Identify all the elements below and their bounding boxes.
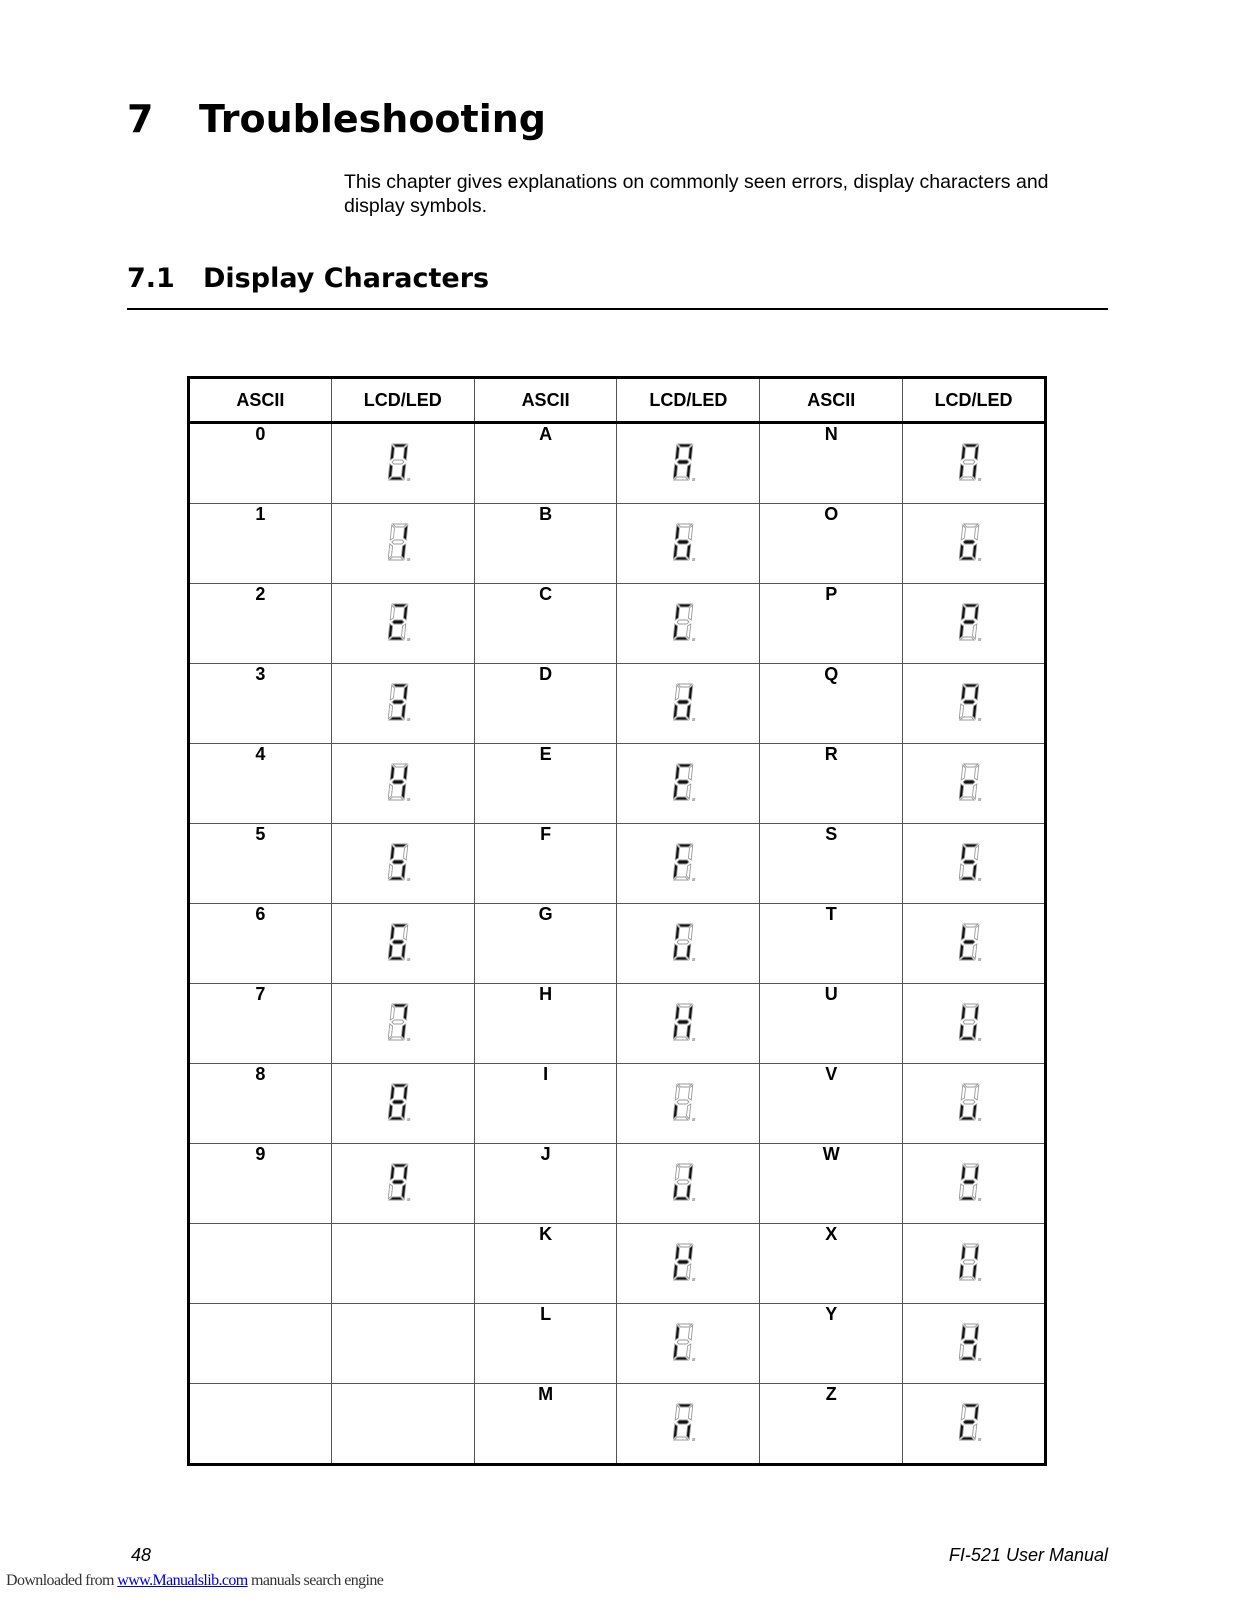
ascii-cell: 0 — [189, 423, 332, 504]
lcd-cell — [331, 1384, 474, 1465]
table-row — [189, 1144, 1046, 1224]
ascii-cell: E — [474, 744, 617, 824]
ascii-cell: D — [474, 664, 617, 744]
lcd-cell — [617, 1064, 760, 1144]
table-row — [189, 744, 1046, 824]
lcd-cell — [331, 584, 474, 664]
lcd-cell — [617, 824, 760, 904]
section-title: Display Characters — [203, 263, 490, 294]
display-characters-table — [187, 376, 1047, 1466]
ascii-cell: M — [474, 1384, 617, 1465]
chapter-title: Troubleshooting — [199, 97, 546, 141]
ascii-cell: H — [474, 984, 617, 1064]
lcd-cell — [903, 1064, 1046, 1144]
ascii-cell — [189, 1384, 332, 1465]
lcd-cell — [903, 1144, 1046, 1224]
ascii-cell: Q — [760, 664, 903, 744]
ascii-cell: 7 — [189, 984, 332, 1064]
header-lcd-1: LCD/LED — [331, 378, 474, 423]
ascii-cell: N — [760, 423, 903, 504]
lcd-cell — [331, 1304, 474, 1384]
page-number: 48 — [131, 1545, 152, 1565]
ascii-cell: 3 — [189, 664, 332, 744]
ascii-cell: K — [474, 1224, 617, 1304]
lcd-cell — [903, 584, 1046, 664]
table-header-row — [189, 378, 1046, 423]
lcd-cell — [903, 904, 1046, 984]
lcd-cell — [617, 744, 760, 824]
table-row — [189, 504, 1046, 584]
table-row — [189, 984, 1046, 1064]
download-suffix: manuals search engine — [247, 1572, 384, 1589]
ascii-cell: I — [474, 1064, 617, 1144]
ascii-cell: 8 — [189, 1064, 332, 1144]
lcd-cell — [617, 423, 760, 504]
ascii-cell — [189, 1304, 332, 1384]
ascii-cell: 4 — [189, 744, 332, 824]
table-row — [189, 1224, 1046, 1304]
lcd-cell — [617, 664, 760, 744]
header-ascii-3: ASCII — [760, 378, 903, 423]
ascii-cell: W — [760, 1144, 903, 1224]
lcd-cell — [903, 664, 1046, 744]
lcd-cell — [331, 664, 474, 744]
lcd-cell — [903, 824, 1046, 904]
table-row — [189, 1304, 1046, 1384]
ascii-cell: 2 — [189, 584, 332, 664]
lcd-cell — [331, 1064, 474, 1144]
header-ascii-2: ASCII — [474, 378, 617, 423]
ascii-cell: A — [474, 423, 617, 504]
lcd-cell — [617, 1384, 760, 1465]
ascii-cell: 1 — [189, 504, 332, 584]
ascii-cell: Z — [760, 1384, 903, 1465]
lcd-cell — [903, 984, 1046, 1064]
lcd-cell — [617, 584, 760, 664]
header-ascii-1: ASCII — [189, 378, 332, 423]
download-notice — [6, 1572, 383, 1590]
lcd-cell — [903, 744, 1046, 824]
lcd-cell — [331, 504, 474, 584]
lcd-cell — [331, 984, 474, 1064]
lcd-cell — [617, 984, 760, 1064]
ascii-cell: C — [474, 584, 617, 664]
ascii-cell: O — [760, 504, 903, 584]
section-heading — [127, 262, 489, 296]
lcd-cell — [903, 1304, 1046, 1384]
ascii-cell — [189, 1224, 332, 1304]
ascii-cell: Y — [760, 1304, 903, 1384]
ascii-cell: V — [760, 1064, 903, 1144]
lcd-cell — [617, 904, 760, 984]
chapter-heading — [127, 96, 546, 142]
header-lcd-2: LCD/LED — [617, 378, 760, 423]
lcd-cell — [331, 1144, 474, 1224]
lcd-cell — [617, 1304, 760, 1384]
header-lcd-3: LCD/LED — [903, 378, 1046, 423]
ascii-cell: B — [474, 504, 617, 584]
ascii-cell: J — [474, 1144, 617, 1224]
ascii-cell: U — [760, 984, 903, 1064]
table-row — [189, 423, 1046, 504]
table-row — [189, 1064, 1046, 1144]
lcd-cell — [331, 904, 474, 984]
lcd-cell — [903, 504, 1046, 584]
section-number: 7.1 — [127, 263, 175, 294]
ascii-cell: X — [760, 1224, 903, 1304]
ascii-cell: F — [474, 824, 617, 904]
lcd-cell — [331, 1224, 474, 1304]
lcd-cell — [617, 1224, 760, 1304]
chapter-number: 7 — [127, 97, 154, 141]
ascii-cell: R — [760, 744, 903, 824]
lcd-cell — [331, 824, 474, 904]
ascii-cell: 6 — [189, 904, 332, 984]
intro-paragraph: This chapter gives explanations on commonly seen errors, display characters and display symbols. — [344, 171, 1049, 217]
manualslib-link[interactable]: www.Manualslib.com — [117, 1572, 248, 1589]
ascii-cell: S — [760, 824, 903, 904]
lcd-cell — [903, 1384, 1046, 1465]
ascii-cell: P — [760, 584, 903, 664]
ascii-cell: 5 — [189, 824, 332, 904]
ascii-cell: 9 — [189, 1144, 332, 1224]
table-row — [189, 664, 1046, 744]
table-row — [189, 584, 1046, 664]
table-row — [189, 904, 1046, 984]
lcd-cell — [331, 744, 474, 824]
lcd-cell — [903, 423, 1046, 504]
manual-title: FI-521 User Manual — [948, 1545, 1108, 1565]
section-rule — [127, 308, 1108, 310]
ascii-cell: L — [474, 1304, 617, 1384]
ascii-cell: G — [474, 904, 617, 984]
lcd-cell — [617, 504, 760, 584]
ascii-cell: T — [760, 904, 903, 984]
table-row — [189, 1384, 1046, 1465]
download-prefix: Downloaded from — [6, 1572, 118, 1589]
lcd-cell — [617, 1144, 760, 1224]
lcd-cell — [331, 423, 474, 504]
table-row — [189, 824, 1046, 904]
lcd-cell — [903, 1224, 1046, 1304]
